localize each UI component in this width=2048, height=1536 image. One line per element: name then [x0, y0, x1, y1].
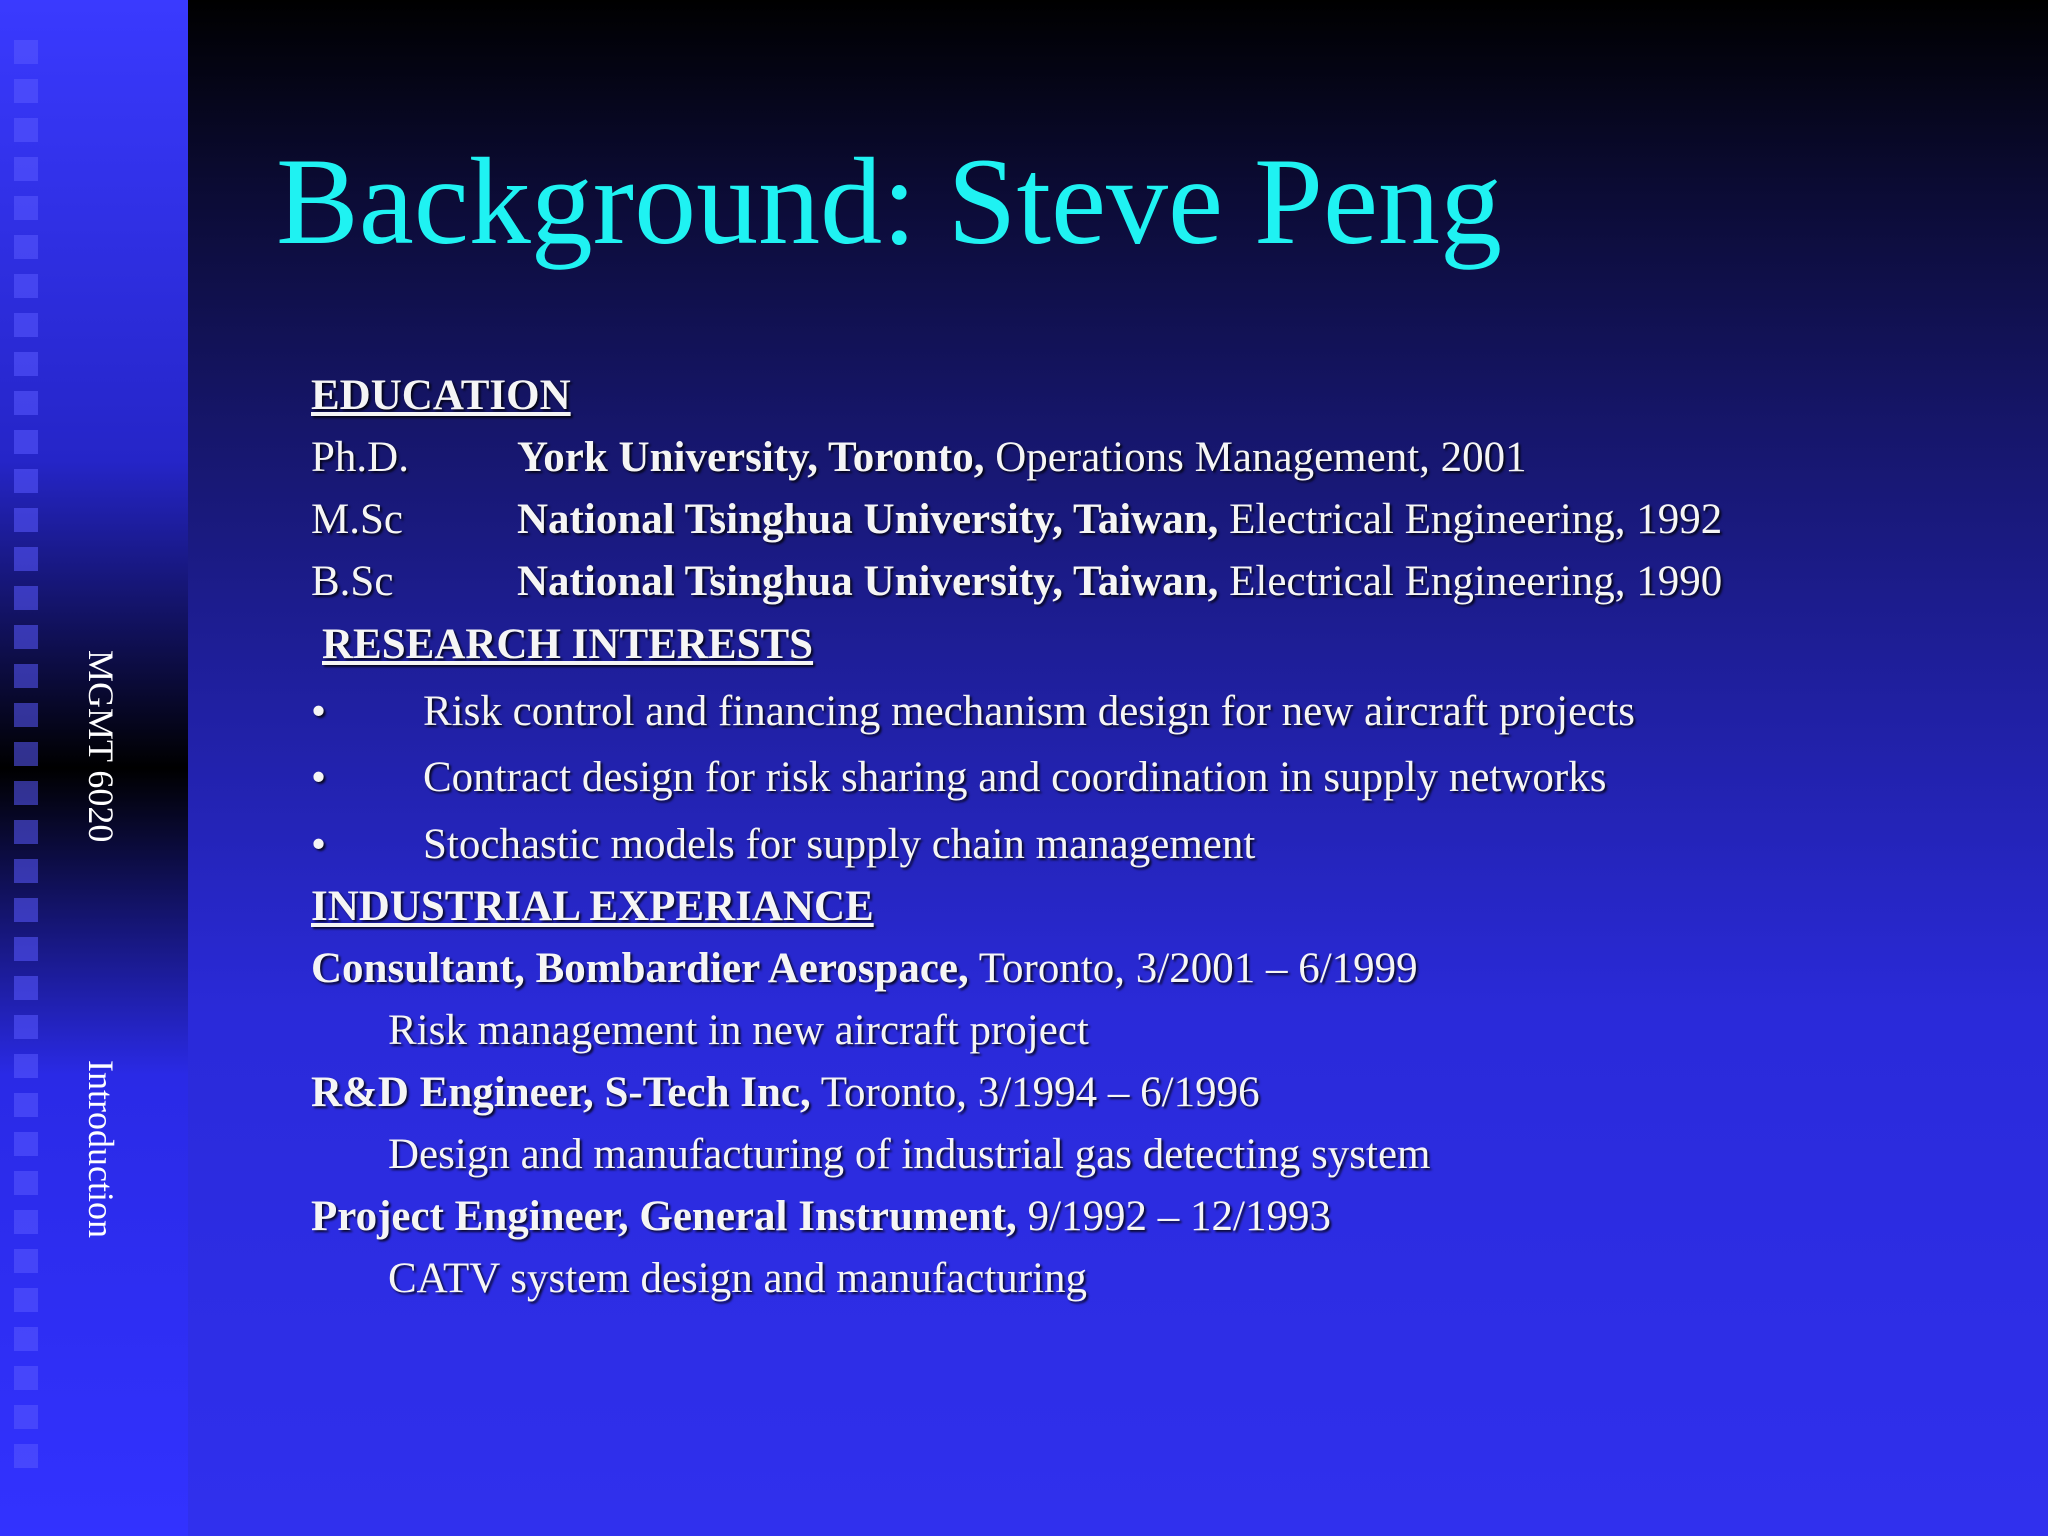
decorative-square [14, 157, 38, 181]
decorative-square [14, 1210, 38, 1234]
topic-label: Introduction [81, 1060, 121, 1238]
experience-description: Design and manufacturing of industrial gas detecting system [388, 1131, 1431, 1178]
bullet-icon: • [311, 688, 327, 735]
experience-role [311, 1071, 1260, 1114]
experience-description: Risk management in new aircraft project [388, 1007, 1089, 1054]
experience-description: CATV system design and manufacturing [388, 1255, 1088, 1302]
education-details: Electrical Engineering, 1990 [1218, 558, 1723, 605]
left-decorative-strip [0, 0, 188, 1536]
decorative-square [14, 976, 38, 1000]
degree-label: M.Sc [311, 496, 403, 543]
decorative-square [14, 313, 38, 337]
decorative-square [14, 352, 38, 376]
decorative-square [14, 1444, 38, 1468]
decorative-square [14, 742, 38, 766]
role-details: 9/1992 – 12/1993 [1016, 1193, 1331, 1240]
decorative-square [14, 859, 38, 883]
research-bullet-item [311, 823, 1811, 873]
decorative-square [14, 508, 38, 532]
role-details: Toronto, 3/1994 – 6/1996 [810, 1069, 1260, 1116]
decorative-square [14, 1093, 38, 1117]
decorative-square [14, 703, 38, 727]
decorative-square [14, 820, 38, 844]
research-bullet-item [311, 690, 1811, 740]
decorative-square [14, 118, 38, 142]
role-title: Project Engineer, General Instrument, [311, 1193, 1017, 1240]
role-title: Consultant, Bombardier Aerospace, [311, 945, 969, 992]
experience-role [311, 1195, 1331, 1238]
decorative-square [14, 196, 38, 220]
research-bullet-item [311, 756, 1811, 806]
decorative-square [14, 547, 38, 571]
education-details: Electrical Engineering, 1992 [1218, 496, 1723, 543]
research-interest-text: Risk control and financing mechanism design for new aircraft projects [423, 688, 1635, 735]
institution-name: National Tsinghua University, Taiwan, [517, 558, 1219, 605]
decorative-square [14, 1288, 38, 1312]
decorative-square [14, 1405, 38, 1429]
decorative-square [14, 1366, 38, 1390]
experience-role [311, 947, 1418, 990]
role-details: Toronto, 3/2001 – 6/1999 [968, 945, 1418, 992]
research-interest-text: Stochastic models for supply chain management [423, 821, 1256, 868]
decorative-square [14, 274, 38, 298]
education-details: Operations Management, 2001 [984, 434, 1527, 481]
decorative-square [14, 469, 38, 493]
decorative-squares [14, 40, 42, 1480]
bullet-icon: • [311, 754, 327, 801]
research-interest-text: Contract design for risk sharing and coordination in supply networks [423, 754, 1607, 801]
experience-heading: INDUSTRIAL EXPERIANCE [311, 883, 874, 930]
institution-name: National Tsinghua University, Taiwan, [517, 496, 1219, 543]
research-heading: RESEARCH INTERESTS [322, 621, 814, 668]
education-item [311, 436, 1527, 479]
course-code-label: MGMT 6020 [81, 650, 121, 843]
decorative-square [14, 1171, 38, 1195]
decorative-square [14, 664, 38, 688]
degree-label: B.Sc [311, 558, 394, 605]
decorative-square [14, 781, 38, 805]
decorative-square [14, 1249, 38, 1273]
decorative-square [14, 40, 38, 64]
degree-label: Ph.D. [311, 434, 409, 481]
decorative-square [14, 235, 38, 259]
decorative-square [14, 1015, 38, 1039]
slide-title: Background: Steve Peng [276, 133, 1503, 270]
decorative-square [14, 1054, 38, 1078]
decorative-square [14, 430, 38, 454]
decorative-square [14, 391, 38, 415]
education-item [311, 560, 1722, 603]
decorative-square [14, 1132, 38, 1156]
education-heading: EDUCATION [311, 372, 571, 419]
decorative-square [14, 586, 38, 610]
decorative-square [14, 625, 38, 649]
role-title: R&D Engineer, S-Tech Inc, [311, 1069, 811, 1116]
education-item [311, 498, 1722, 541]
institution-name: York University, Toronto, [517, 434, 985, 481]
decorative-square [14, 1327, 38, 1351]
decorative-square [14, 898, 38, 922]
bullet-icon: • [311, 821, 327, 868]
decorative-square [14, 937, 38, 961]
decorative-square [14, 79, 38, 103]
